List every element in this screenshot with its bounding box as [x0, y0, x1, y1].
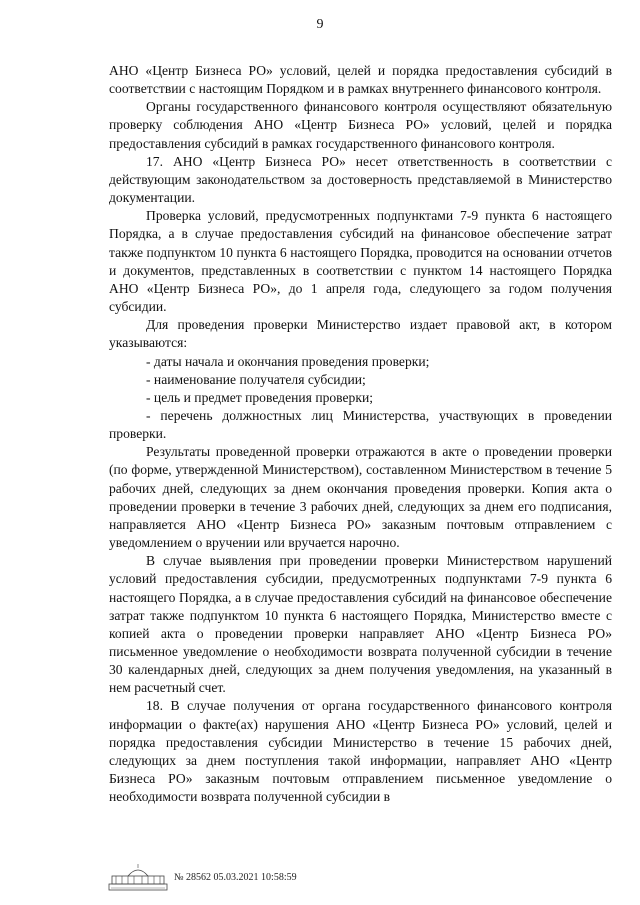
list-item: - перечень должностных лиц Министерства, участвующих в проведении проверки. [109, 407, 612, 442]
document-body [109, 62, 612, 806]
list-item: - даты начала и окончания проведения проверки; [146, 353, 430, 369]
paragraph: 17. АНО «Центр Бизнеса РО» несет ответственность в соответствии с действующим законодательством за достоверность представляемой в Министерство документации. [109, 153, 612, 206]
document-footer [108, 862, 408, 894]
list-item: - цель и предмет проведения проверки; [146, 389, 374, 405]
document-number: № 28562 [174, 872, 212, 883]
paragraph: Проверка условий, предусмотренных подпунктами 7-9 пункта 6 настоящего Порядка, а в случае предоставления субсидий на финансовое обеспечение затрат также подпунктом 10 пункта 6 настоящего Порядка, проводится на основании отчетов и документов, представленных в соответствии с пунктом 14 настоящего Порядка АНО «Центр Бизнеса РО», до 1 апреля года, следующего за годом получения субсидии. [109, 208, 612, 315]
list-item: - наименование получателя субсидии; [146, 371, 366, 387]
paragraph: АНО «Центр Бизнеса РО» условий, целей и порядка предоставления субсидий в соответствии с настоящим Порядком и в рамках внутреннего финансового контроля. [109, 63, 612, 97]
paragraph: Для проведения проверки Министерство издает правовой акт, в котором указываются: [109, 317, 612, 351]
government-building-logo-icon [108, 862, 168, 892]
paragraph: В случае выявления при проведении проверки Министерством нарушений условий предоставления субсидии, предусмотренных подпунктами 7-9 пункта 6 настоящего Порядка, а в случае предоставления субсидий на финансовое обеспечение затрат также подпунктом 10 пункта 6 настоящего Порядка, Министерство вместе с копией акта о проведении проверки направляет АНО «Центр Бизнеса РО» письменное уведомление о необходимости возврата полученной субсидии в течение 30 календарных дней, следующих за днем получения уведомления, на указанный в нем расчетный счет. [109, 553, 612, 696]
paragraph: Органы государственного финансового контроля осуществляют обязательную проверку соблюдения АНО «Центр Бизнеса РО» условий, целей и порядка предоставления субсидий в рамках государственного финансового контроля. [109, 99, 612, 151]
document-timestamp: 05.03.2021 10:58:59 [213, 872, 297, 883]
document-registration-stamp [174, 872, 297, 883]
paragraph: Результаты проведенной проверки отражаются в акте о проведении проверки (по форме, утвержденной Министерством), составленном Министерством в течение 5 рабочих дней, следующих за днем окончания проведения проверки. Копия акта о проведении проверки в течение 3 рабочих дней, следующих за днем его подписания, направляется АНО «Центр Бизнеса РО» заказным почтовым отправлением с уведомлением о вручении или вручается нарочно. [109, 444, 612, 551]
page-number: 9 [316, 17, 324, 32]
paragraph: 18. В случае получения от органа государственного финансового контроля информации о факте(ах) нарушения АНО «Центр Бизнеса РО» условий, целей и порядка предоставления субсидии Министерство в течение 15 рабочих дней, следующих за днем поступления такой информации, направляет АНО «Центр Бизнеса РО» заказным почтовым отправлением письменное уведомление о необходимости возврата полученной субсидии в [109, 698, 612, 805]
